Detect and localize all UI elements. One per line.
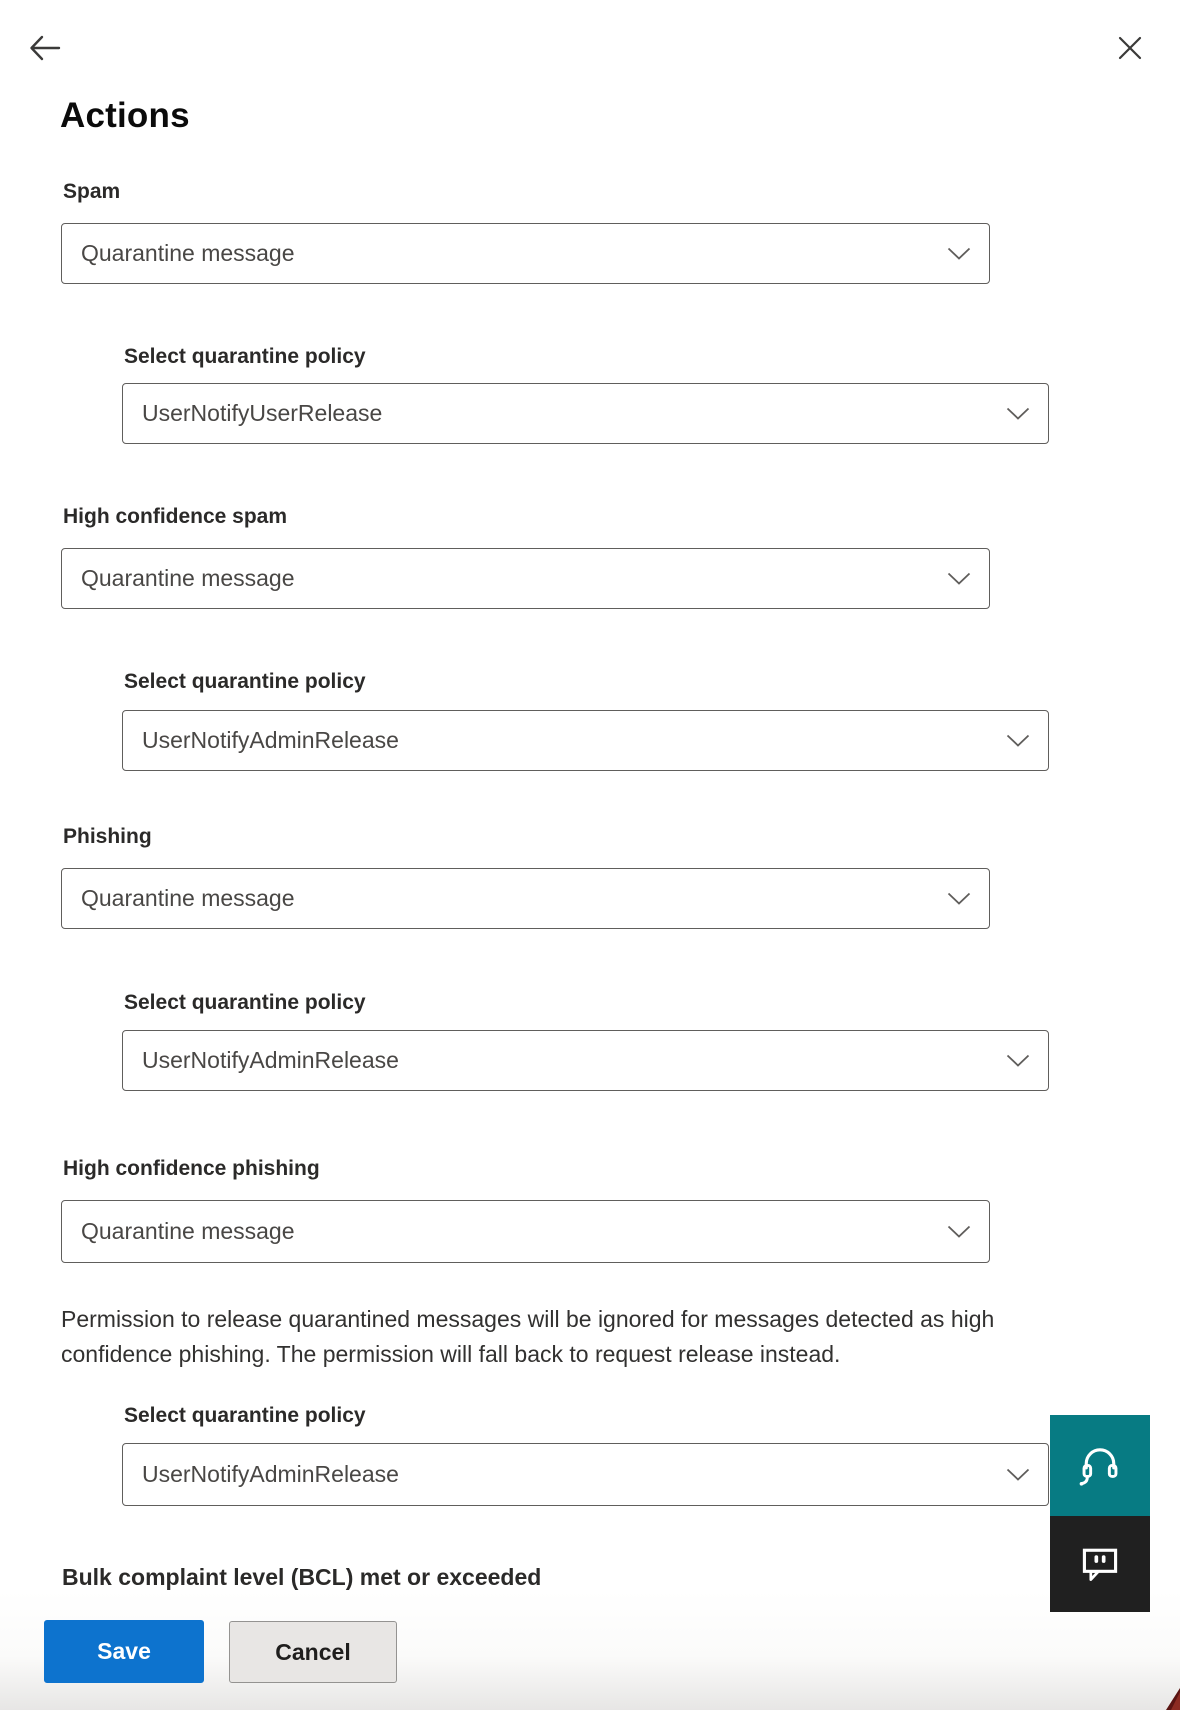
chevron-down-icon: [947, 892, 971, 905]
chat-icon: [1078, 1542, 1122, 1586]
headset-icon: [1078, 1443, 1122, 1489]
page-title: Actions: [60, 96, 190, 135]
field-label-quarantine-policy-phishing: Select quarantine policy: [124, 991, 366, 1014]
spam-action-dropdown[interactable]: [61, 223, 990, 284]
dropdown-value: Quarantine message: [81, 885, 295, 911]
close-icon: [1116, 50, 1144, 65]
cancel-button[interactable]: Cancel: [229, 1621, 397, 1683]
dropdown-value: UserNotifyAdminRelease: [142, 1461, 399, 1487]
field-label-spam: Spam: [63, 180, 121, 203]
field-label-high-confidence-spam: High confidence spam: [63, 505, 288, 528]
field-label-bulk-complaint-level: Bulk complaint level (BCL) met or exceeded: [62, 1564, 542, 1590]
field-label-quarantine-policy-hcp: Select quarantine policy: [124, 1404, 366, 1427]
footer-bar: [0, 1590, 1180, 1710]
chevron-down-icon: [1006, 734, 1030, 747]
dropdown-value: UserNotifyAdminRelease: [142, 1047, 399, 1073]
field-label-quarantine-policy-spam: Select quarantine policy: [124, 345, 366, 368]
chevron-down-icon: [947, 572, 971, 585]
close-button[interactable]: [1110, 30, 1150, 66]
high-confidence-spam-action-dropdown[interactable]: [61, 548, 990, 609]
dropdown-value: Quarantine message: [81, 1218, 295, 1244]
dropdown-value: UserNotifyUserRelease: [142, 400, 383, 426]
high-confidence-phishing-action-dropdown[interactable]: [61, 1200, 990, 1263]
phishing-quarantine-policy-dropdown[interactable]: [122, 1030, 1049, 1091]
dropdown-value: UserNotifyAdminRelease: [142, 727, 399, 753]
chevron-down-icon: [947, 247, 971, 260]
chevron-down-icon: [1006, 1054, 1030, 1067]
spam-quarantine-policy-dropdown[interactable]: [122, 383, 1049, 444]
corner-artifact: [1164, 1688, 1180, 1710]
field-label-high-confidence-phishing: High confidence phishing: [63, 1157, 320, 1180]
chevron-down-icon: [1006, 1468, 1030, 1481]
hcp-permission-note: Permission to release quarantined messages will be ignored for messages detected as high confidence phishing. The permission will fall back to request release instead.: [61, 1306, 995, 1367]
high-confidence-spam-quarantine-policy-dropdown[interactable]: [122, 710, 1049, 771]
dropdown-value: Quarantine message: [81, 565, 295, 591]
field-label-phishing: Phishing: [63, 825, 152, 848]
help-widget-button[interactable]: [1050, 1415, 1150, 1516]
chevron-down-icon: [1006, 407, 1030, 420]
dropdown-value: Quarantine message: [81, 240, 295, 266]
chevron-down-icon: [947, 1225, 971, 1238]
back-button[interactable]: [26, 30, 64, 66]
high-confidence-phishing-quarantine-policy-dropdown[interactable]: [122, 1443, 1049, 1506]
feedback-widget-button[interactable]: [1050, 1516, 1150, 1612]
phishing-action-dropdown[interactable]: [61, 868, 990, 929]
field-label-quarantine-policy-hcs: Select quarantine policy: [124, 670, 366, 693]
save-button[interactable]: Save: [44, 1620, 204, 1683]
arrow-left-icon: [27, 52, 63, 67]
